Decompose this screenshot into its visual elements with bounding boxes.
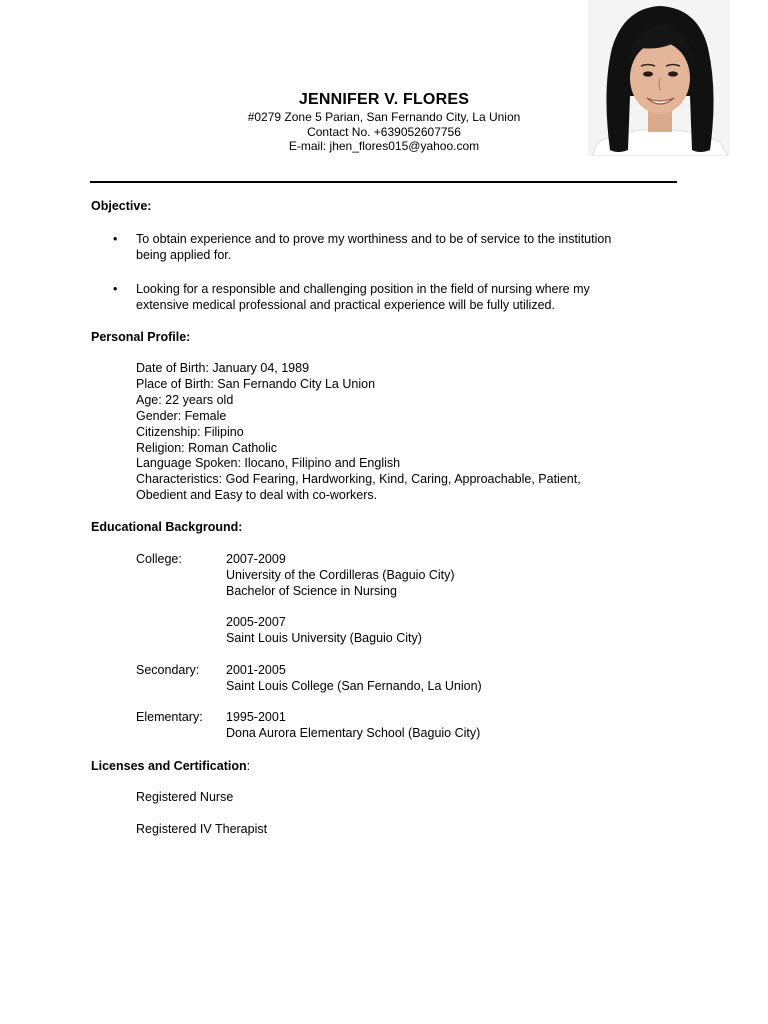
elementary-school: Dona Aurora Elementary School (Baguio City) — [226, 726, 481, 740]
licenses-heading — [91, 758, 250, 774]
bullet-icon: • — [113, 282, 118, 296]
college-years: 2007-2009 — [226, 552, 286, 566]
objective-item — [136, 281, 676, 313]
characteristics: Characteristics: God Fearing, Hardworking, Kind, Caring, Approachable, Patient, — [136, 472, 581, 487]
personal-profile-details — [136, 361, 676, 504]
objective-item — [136, 231, 676, 263]
college-school: University of the Cordilleras (Baguio City) — [226, 568, 455, 582]
college-entry — [226, 551, 455, 599]
college-entry — [226, 614, 422, 646]
applicant-name: JENNIFER V. FLORES — [298, 91, 470, 108]
objective-item-line: To obtain experience and to prove my worthiness and to be of service to the institution — [136, 232, 612, 246]
gender: Gender: Female — [136, 408, 227, 423]
education-heading: Educational Background: — [91, 520, 243, 534]
contact-number-line: Contact No. +639052607756 — [307, 124, 461, 139]
elementary-label: Elementary: — [136, 710, 203, 724]
secondary-school: Saint Louis College (San Fernando, La Union) — [226, 679, 482, 693]
languages-spoken: Language Spoken: Ilocano, Filipino and English — [136, 456, 401, 471]
elementary-years: 1995-2001 — [226, 710, 286, 724]
objective-item-line: extensive medical professional and practical experience will be fully utilized. — [136, 298, 555, 312]
place-of-birth: Place of Birth: San Fernando City La Union — [136, 376, 376, 391]
email-line: E-mail: jhen_flores015@yahoo.com — [288, 139, 480, 153]
objective-item-line: Looking for a responsible and challenging position in the field of nursing where my — [136, 282, 590, 296]
citizenship: Citizenship: Filipino — [136, 424, 244, 439]
licenses-heading-text: Licenses and Certification — [91, 759, 247, 773]
objective-item-line: being applied for. — [136, 248, 232, 262]
elementary-entry — [226, 709, 480, 741]
college-label: College: — [136, 552, 182, 566]
religion: Religion: Roman Catholic — [136, 440, 278, 455]
age: Age: 22 years old — [136, 392, 234, 407]
secondary-entry — [226, 662, 482, 694]
resume-header — [150, 90, 618, 154]
license-item: Registered IV Therapist — [136, 822, 268, 836]
address-line: #0279 Zone 5 Parian, San Fernando City, La Union — [247, 110, 521, 124]
date-of-birth: Date of Birth: January 04, 1989 — [136, 361, 310, 375]
college-school: Saint Louis University (Baguio City) — [226, 631, 422, 645]
college-years: 2005-2007 — [226, 615, 286, 629]
licenses-heading-colon: : — [246, 759, 251, 773]
secondary-label: Secondary: — [136, 663, 200, 677]
secondary-years: 2001-2005 — [226, 663, 286, 677]
college-degree: Bachelor of Science in Nursing — [226, 584, 397, 598]
personal-profile-heading: Personal Profile: — [91, 330, 191, 344]
license-item: Registered Nurse — [136, 790, 234, 804]
header-divider — [90, 181, 677, 183]
bullet-icon: • — [113, 232, 118, 246]
objective-heading: Objective: — [91, 199, 152, 213]
characteristics-continued: Obedient and Easy to deal with co-workers. — [136, 488, 378, 503]
